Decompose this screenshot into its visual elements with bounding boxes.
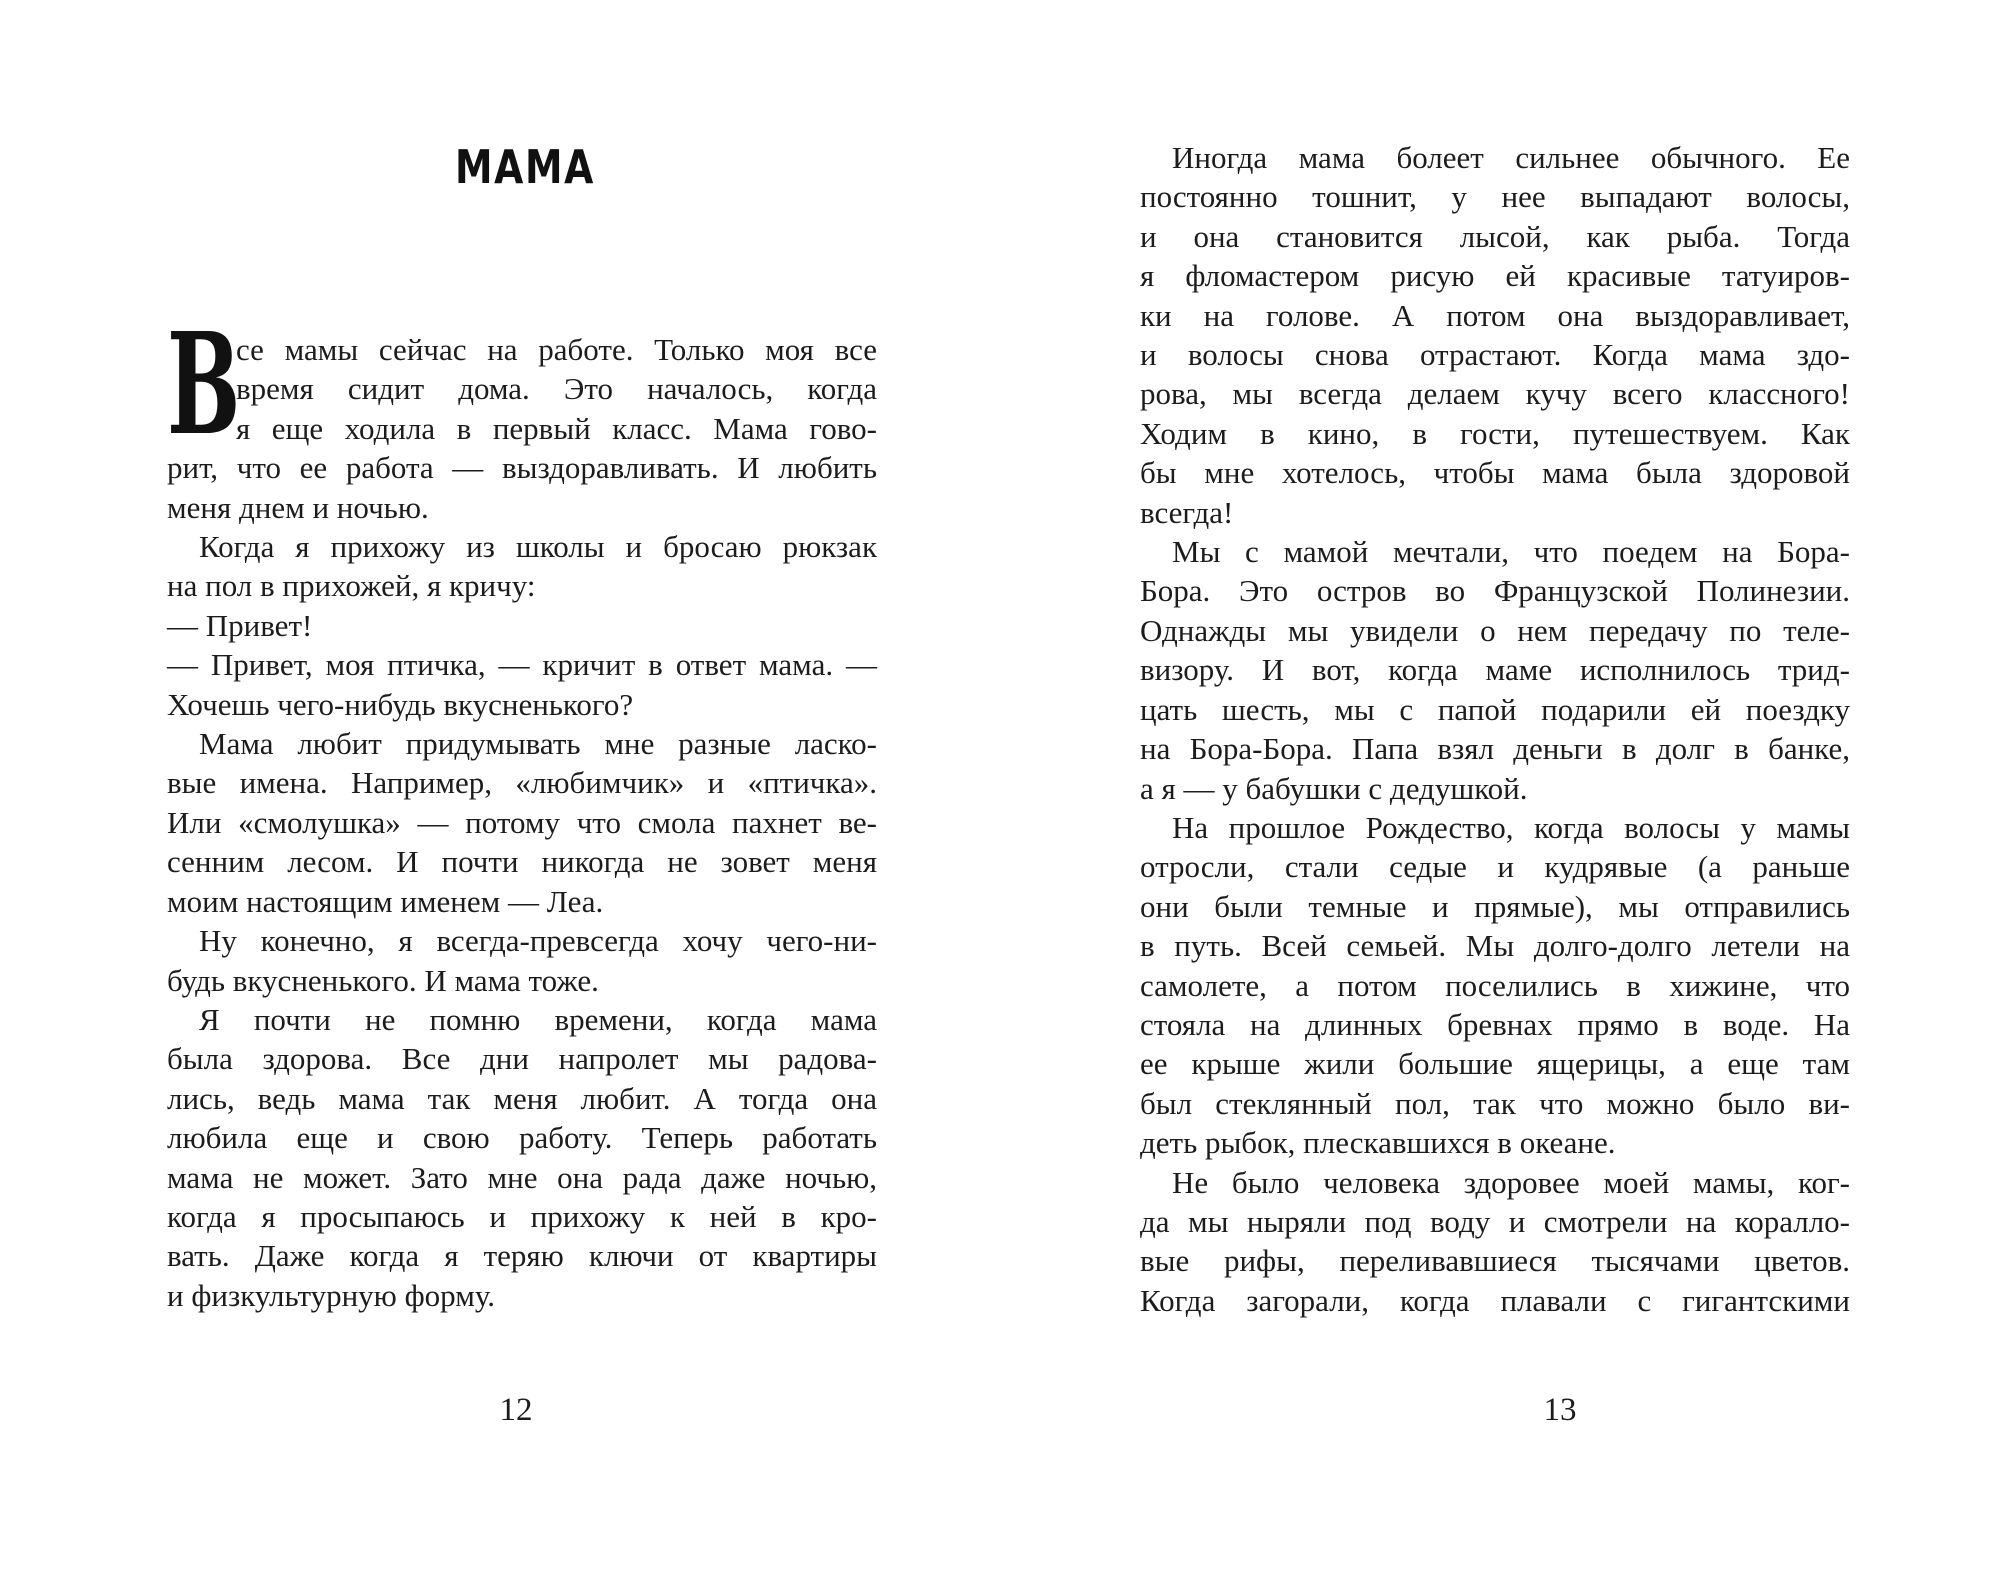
text-line: а я — у бабушки с дедушкой. [1140, 770, 1528, 806]
text-line: Я почти не помню времени, когда мама [199, 1001, 877, 1037]
text-line: на пол в прихожей, я кричу: [167, 568, 536, 604]
text-line: я еще ходила в первый класс. Мама гово- [236, 410, 877, 446]
text-line: была здорова. Все дни напролет мы радова- [167, 1041, 877, 1077]
text-line: — Привет! [167, 607, 313, 643]
text-line: мама не может. Зато мне она рада даже ночью, [167, 1159, 877, 1195]
text-line: стояла на длинных бревнах прямо в воде. На [1140, 1006, 1850, 1042]
text-line: ее крыше жили большие ящерицы, а еще там [1140, 1046, 1850, 1082]
text-line: Иногда мама болеет сильнее обычного. Ее [1172, 140, 1850, 175]
text-line: постоянно тошнит, у нее выпадают волосы, [1140, 179, 1850, 215]
text-line: в путь. Всей семьей. Мы долго-долго летели на [1140, 928, 1850, 964]
chapter-title: МАМА [454, 140, 596, 194]
text-line: всегда! [1140, 494, 1234, 530]
text-line: Не было человека здоровее моей мамы, ког- [1172, 1164, 1850, 1200]
text-line: ки на голове. А потом она выздоравливает, [1140, 297, 1850, 333]
text-line: рит, что ее работа — выздоравливать. И любить [167, 450, 877, 486]
text-line: Ходим в кино, в гости, путешествуем. Как [1140, 415, 1850, 451]
text-line: Ну конечно, я всегда-превсегда хочу чего-ни- [199, 923, 877, 959]
text-line: любила еще и свою работу. Теперь работать [167, 1120, 877, 1156]
text-line: Мама любит придумывать мне разные ласко- [199, 726, 877, 762]
text-line: визору. И вот, когда маме исполнилось трид- [1140, 652, 1850, 688]
text-line: они были темные и прямые), мы отправились [1140, 888, 1850, 924]
text-line: рова, мы всегда делаем кучу всего классного! [1140, 376, 1850, 412]
text-line: меня днем и ночью. [167, 489, 429, 525]
text-line: и физкультурную форму. [167, 1277, 495, 1313]
text-line: вые имена. Например, «любимчик» и «птичка». [167, 765, 877, 801]
right-page [1000, 0, 2000, 1587]
text-line: Бора. Это остров во Французской Полинезии. [1140, 573, 1850, 609]
text-line: время сидит дома. Это началось, когда [236, 371, 877, 407]
text-line: на Бора-Бора. Папа взял деньги в долг в банке, [1140, 731, 1850, 767]
text-line: бы мне хотелось, чтобы мама была здоровой [1140, 455, 1850, 491]
text-line: и волосы снова отрастают. Когда мама здо- [1140, 337, 1850, 373]
page-number: 12 [499, 1392, 533, 1428]
text-line: был стеклянный пол, так что можно было ви- [1140, 1085, 1850, 1121]
text-line: Когда загорали, когда плавали с гигантскими [1140, 1282, 1850, 1318]
page-number: 13 [1543, 1392, 1577, 1428]
text-line: — Привет, моя птичка, — кричит в ответ мама. — [167, 647, 877, 683]
text-line: да мы ныряли под воду и смотрели на кораллo- [1140, 1203, 1850, 1239]
left-page-text [167, 330, 877, 1315]
text-line: деть рыбок, плескавшихся в океане. [1140, 1125, 1616, 1161]
text-line: вые рифы, переливавшиеся тысячами цветов. [1140, 1243, 1850, 1279]
text-line: Или «смолушка» — потому что смола пахнет ве- [167, 804, 877, 840]
text-line: цать шесть, мы с папой подарили ей поездку [1140, 691, 1850, 727]
text-line: самолете, а потом поселились в хижине, что [1140, 967, 1850, 1003]
text-line: Мы с мамой мечтали, что поедем на Бора- [1172, 534, 1850, 570]
text-line: се мамы сейчас на работе. Только моя все [236, 332, 877, 367]
text-line: вать. Даже когда я теряю ключи от квартиры [167, 1238, 877, 1274]
text-line: моим настоящим именем — Леа. [167, 883, 604, 919]
right-page-text [1140, 138, 1850, 1320]
drop-cap: В [167, 303, 241, 467]
text-line: сенним лесом. И почти никогда не зовет меня [167, 844, 877, 880]
text-line: Однажды мы увидели о нем передачу по теле- [1140, 612, 1850, 648]
text-line: отросли, стали седые и кудрявые (а раньше [1140, 849, 1850, 885]
text-line: будь вкусненького. И мама тоже. [167, 962, 599, 998]
text-line: когда я просыпаюсь и прихожу к ней в кро- [167, 1198, 877, 1234]
text-line: и она становится лысой, как рыба. Тогда [1140, 218, 1850, 254]
text-line: Когда я прихожу из школы и бросаю рюкзак [199, 529, 877, 565]
text-line: На прошлое Рождество, когда волосы у мамы [1172, 809, 1850, 845]
text-line: Хочешь чего-нибудь вкусненького? [167, 686, 634, 722]
text-line: лись, ведь мама так меня любит. А тогда она [167, 1080, 877, 1116]
text-line: я фломастером рисую ей красивые татуиров- [1140, 258, 1850, 294]
